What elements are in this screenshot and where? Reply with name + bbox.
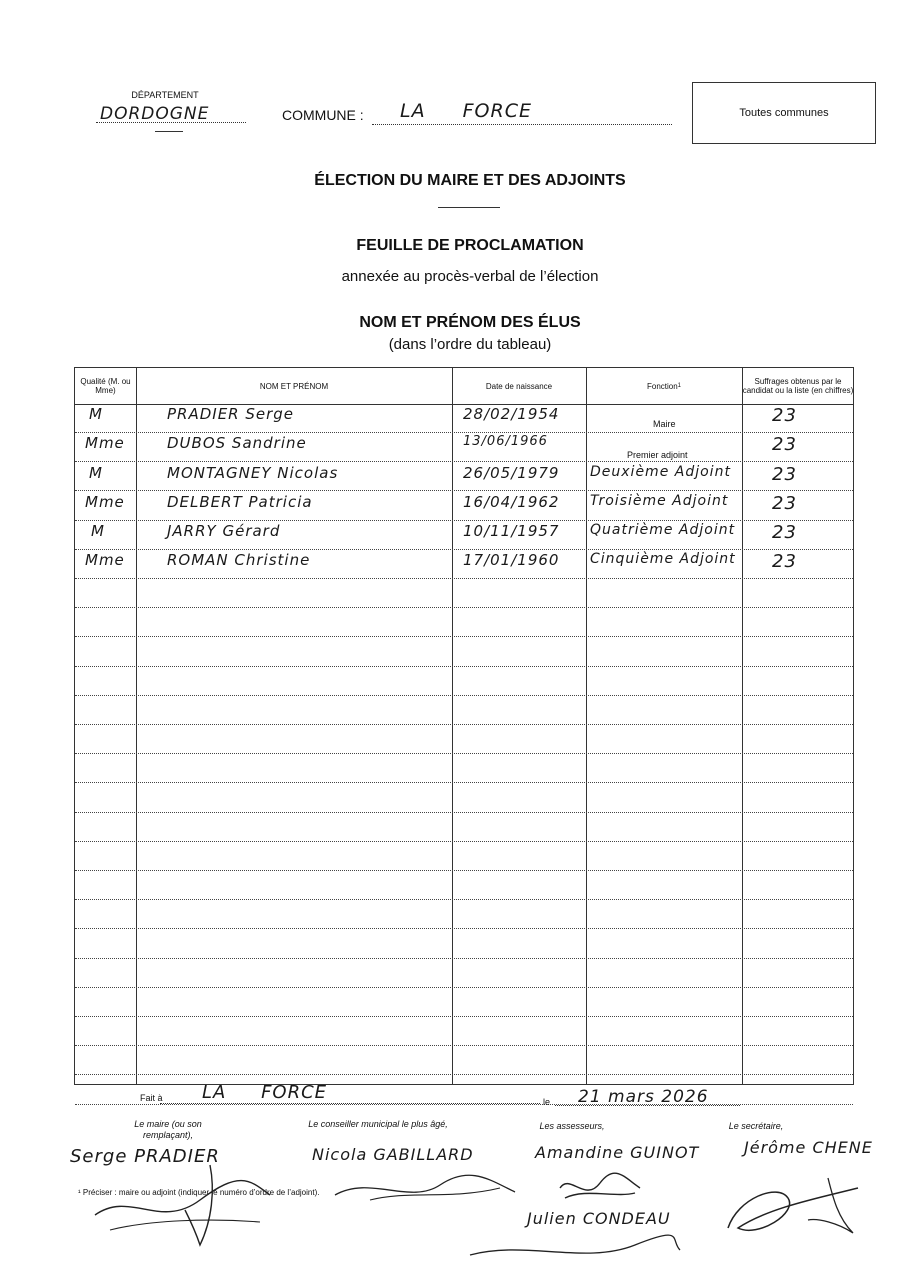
footnote: ¹ Préciser : maire ou adjoint (indiquer le numéro d’ordre de l’adjoint). [78,1188,320,1197]
column-divider [452,368,453,1084]
header-fonction-label: Fonction [646,381,678,391]
scope-box-label: Toutes communes [739,107,829,119]
signature-conseiller-name: Nicola GABILLARD [312,1145,474,1164]
cell-nom-prenom: DUBOS Sandrine [167,434,307,452]
subtitle-ordre-tableau: (dans l’ordre du tableau) [388,336,552,353]
cell-qualite: M [89,464,103,482]
header-fonction-footnote-mark: 1 [677,382,682,389]
signature-maire-scribble [90,1160,280,1250]
cell-suffrages: 23 [772,464,797,485]
fait-a-label: Fait à [140,1093,163,1103]
signature-maire-label: Le maire (ou son remplaçant), [134,1119,202,1140]
row-dotted-line [75,1045,853,1046]
header-qualite: Qualité (M. ou Mme) [80,377,131,395]
fait-a-value: LA FORCE [202,1082,328,1103]
cell-fonction-printed: Maire [653,419,676,429]
row-dotted-line [75,578,853,579]
cell-fonction: Troisième Adjoint [590,493,729,509]
column-divider [136,368,137,1084]
commune-label: COMMUNE : [282,107,364,123]
signature-secretaire-scribble [718,1168,868,1248]
cell-suffrages: 23 [772,405,797,426]
elus-table [74,367,854,1085]
cell-nom-prenom: PRADIER Serge [167,405,295,423]
header-nom-prenom: NOM ET PRÉNOM [259,381,329,391]
cell-nom-prenom: DELBERT Patricia [167,493,313,511]
header-fonction [586,368,742,404]
row-dotted-line [75,987,853,988]
cell-qualite: Mme [85,551,125,569]
row-dotted-line [75,636,853,637]
subtitle-annexe: annexée au procès-verbal de l’élection [341,268,599,285]
column-divider [742,368,743,1084]
cell-suffrages: 23 [772,434,797,455]
cell-fonction: Deuxième Adjoint [590,464,731,480]
signature-assesseur1-name: Amandine GUINOT [535,1143,700,1162]
cell-qualite: Mme [85,493,125,511]
signature-conseiller-label: Le conseiller municipal le plus âgé, [308,1119,448,1129]
cell-qualite: Mme [85,434,125,452]
row-dotted-line [75,607,853,608]
header-date-naissance: Date de naissance [485,381,553,391]
commune-value: LA FORCE [400,100,532,122]
header-suffrages: Suffrages obtenus par le candidat ou la liste (en chiffres) [742,377,854,395]
signature-secretaire-name: Jérôme CHENE [744,1138,873,1157]
signature-assesseur1-scribble [555,1168,645,1208]
cell-nom-prenom: ROMAN Christine [167,551,311,569]
cell-date-naissance: 13/06/1966 [463,434,548,449]
row-dotted-line [75,753,853,754]
row-dotted-line [75,870,853,871]
date-value: 21 mars 2026 [578,1087,709,1107]
row-dotted-line [75,490,853,491]
departement-label: DÉPARTEMENT [131,90,199,100]
signature-secretaire-label: Le secrétaire, [728,1121,784,1131]
cell-date-naissance: 26/05/1979 [463,464,560,482]
row-dotted-line [75,549,853,550]
title-feuille-proclamation: FEUILLE DE PROCLAMATION [356,237,584,254]
signature-maire-name: Serge PRADIER [70,1146,220,1167]
row-dotted-line [75,928,853,929]
departement-underline [155,131,183,132]
cell-fonction: Quatrième Adjoint [590,522,736,538]
title-separator [438,207,500,208]
row-dotted-line [75,841,853,842]
cell-suffrages: 23 [772,551,797,572]
row-dotted-line [75,695,853,696]
departement-value: DORDOGNE [100,104,210,124]
row-dotted-line [75,520,853,521]
le-label: le [543,1097,551,1107]
cell-date-naissance: 28/02/1954 [463,405,560,423]
row-dotted-line [75,1074,853,1075]
column-divider [586,368,587,1084]
signature-conseiller-scribble [330,1170,520,1210]
cell-date-naissance: 17/01/1960 [463,551,560,569]
cell-nom-prenom: MONTAGNEY Nicolas [167,464,339,482]
departement-dotted-line [96,122,246,123]
row-dotted-line [75,432,853,433]
row-dotted-line [75,899,853,900]
cell-suffrages: 23 [772,493,797,514]
row-dotted-line [75,461,853,462]
scope-box [692,82,876,144]
cell-qualite: M [91,522,105,540]
row-dotted-line [75,666,853,667]
cell-fonction: Cinquième Adjoint [590,551,736,567]
cell-suffrages: 23 [772,522,797,543]
row-dotted-line [75,724,853,725]
signature-assesseur2-name: Julien CONDEAU [527,1209,671,1228]
date-dotted-line [555,1105,740,1106]
cell-date-naissance: 16/04/1962 [463,493,560,511]
cell-qualite: M [89,405,103,423]
cell-fonction-printed: Premier adjoint [627,450,688,460]
fait-a-dotted-line [160,1103,540,1104]
title-election: ÉLECTION DU MAIRE ET DES ADJOINTS [314,172,626,189]
row-dotted-line [75,958,853,959]
signature-assesseurs-label: Les assesseurs, [539,1121,605,1131]
commune-dotted-line [372,124,672,125]
cell-date-naissance: 10/11/1957 [463,522,560,540]
title-nom-elus: NOM ET PRÉNOM DES ÉLUS [359,314,581,331]
row-dotted-line [75,782,853,783]
row-dotted-line [75,1016,853,1017]
cell-nom-prenom: JARRY Gérard [167,522,281,540]
signature-assesseur2-scribble [465,1230,685,1270]
row-dotted-line [75,812,853,813]
